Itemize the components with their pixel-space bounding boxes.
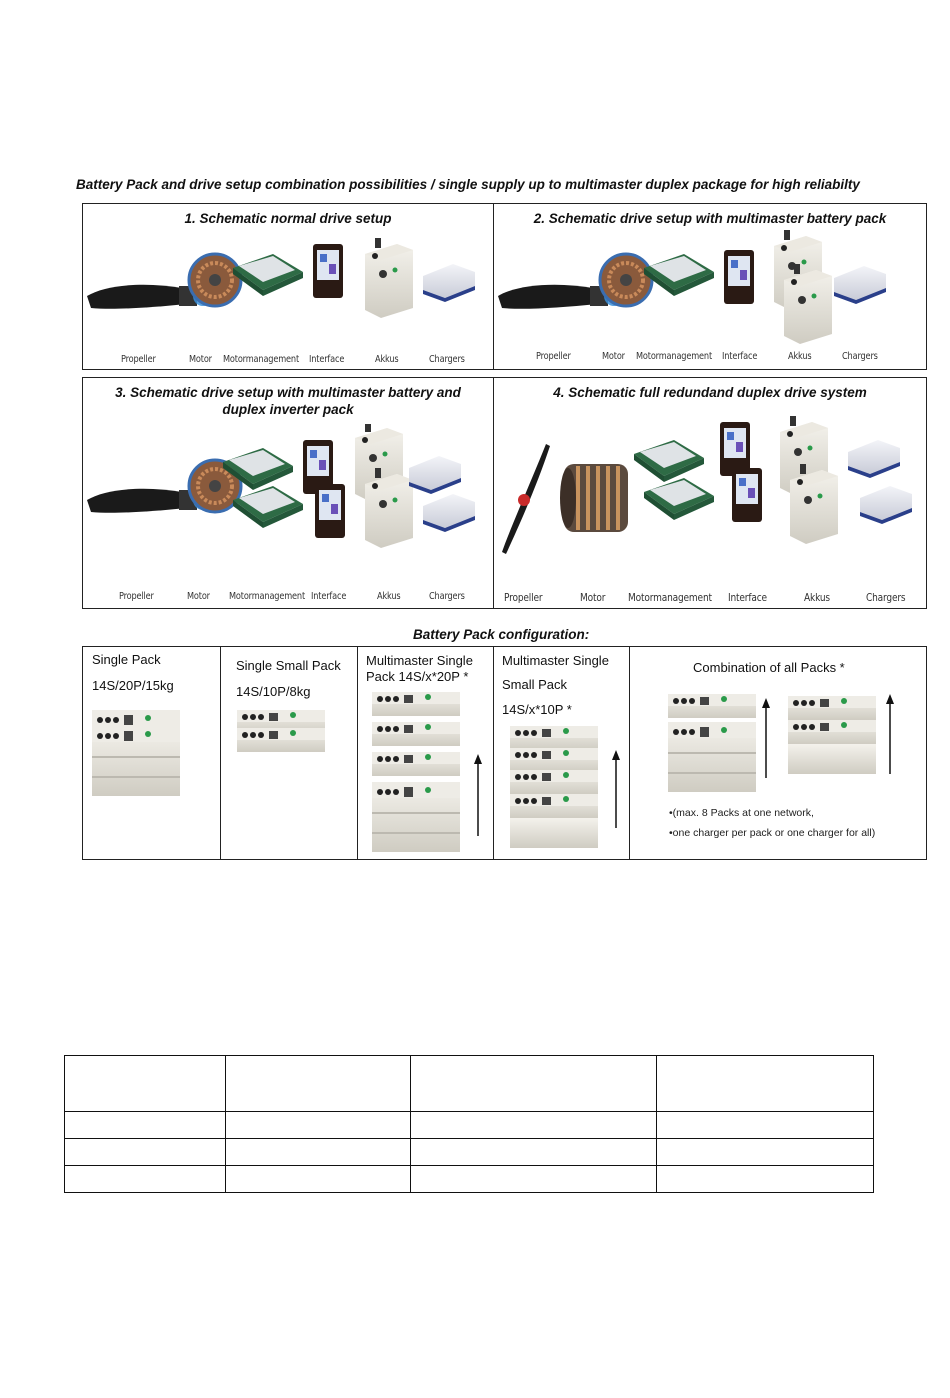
battery-combination-image	[666, 692, 906, 796]
table-row	[65, 1139, 874, 1166]
label-akkus: Akkus	[788, 351, 812, 362]
config-multimaster-small-pack	[494, 646, 630, 860]
label-chargers: Chargers	[429, 354, 465, 365]
config-line1: Multimaster Single	[366, 653, 473, 668]
label-interface: Interface	[309, 354, 345, 365]
label-motor: Motor	[187, 591, 210, 602]
label-propeller: Propeller	[119, 591, 154, 602]
label-propeller: Propeller	[536, 351, 571, 362]
table-row	[65, 1056, 874, 1112]
config-line2: 14S/10P/8kg	[236, 684, 311, 699]
config-heading: Battery Pack configuration:	[413, 627, 590, 642]
config-line2: 14S/20P/15kg	[92, 678, 174, 693]
label-motormanagement: Motormanagement	[636, 351, 713, 362]
panel-duplex-inverter	[82, 377, 494, 609]
config-note1: •(max. 8 Packs at one network,	[669, 807, 814, 819]
config-line1: Single Small Pack	[236, 658, 341, 673]
main-heading: Battery Pack and drive setup combination possibilities / single supply up to multimaster duplex package for high reliabilty	[76, 177, 860, 192]
panel-normal-drive	[82, 203, 494, 370]
drive-illustration	[83, 424, 494, 584]
config-note2: •one charger per pack or one charger for all)	[669, 827, 876, 839]
panel-multimaster-battery	[493, 203, 927, 370]
config-multimaster-single-pack	[358, 646, 494, 860]
panel-title-line1: 3. Schematic drive setup with multimaster battery and	[115, 385, 461, 400]
config-combination	[630, 646, 927, 860]
battery-stack-image	[508, 724, 630, 860]
label-interface: Interface	[722, 351, 758, 362]
panel-title: 2. Schematic drive setup with multimaster battery pack	[533, 211, 887, 226]
label-interface: Interface	[728, 591, 767, 604]
table-row	[65, 1166, 874, 1193]
label-motormanagement: Motormanagement	[229, 591, 306, 602]
config-line3: 14S/x*10P *	[502, 702, 572, 717]
label-chargers: Chargers	[429, 591, 465, 602]
label-interface: Interface	[311, 591, 347, 602]
label-motor: Motor	[602, 351, 625, 362]
label-chargers: Chargers	[842, 351, 878, 362]
config-line1: Multimaster Single	[502, 653, 609, 668]
label-akkus: Akkus	[375, 354, 399, 365]
drive-illustration	[494, 414, 927, 584]
label-akkus: Akkus	[377, 591, 401, 602]
config-line1: Combination of all Packs *	[693, 660, 845, 675]
battery-pack-image	[90, 708, 190, 800]
panel-title: 1. Schematic normal drive setup	[184, 211, 392, 226]
config-single-pack	[82, 646, 221, 860]
label-motor: Motor	[189, 354, 212, 365]
label-akkus: Akkus	[804, 591, 830, 604]
label-motormanagement: Motormanagement	[223, 354, 300, 365]
label-propeller: Propeller	[504, 591, 543, 604]
panel-full-redundant	[493, 377, 927, 609]
label-propeller: Propeller	[121, 354, 156, 365]
config-line2: Pack 14S/x*20P *	[366, 669, 469, 684]
label-chargers: Chargers	[866, 591, 906, 604]
label-motormanagement: Motormanagement	[628, 591, 712, 604]
panel-title: 4. Schematic full redundand duplex drive system	[553, 385, 867, 400]
empty-table	[64, 1055, 874, 1193]
table-row	[65, 1112, 874, 1139]
battery-pack-image	[235, 708, 335, 760]
drive-illustration	[83, 234, 494, 344]
config-line2: Small Pack	[502, 677, 568, 692]
battery-stack-image	[370, 690, 494, 860]
panel-title-line2: duplex inverter pack	[222, 402, 354, 417]
config-single-small-pack	[221, 646, 358, 860]
drive-illustration	[494, 230, 927, 346]
label-motor: Motor	[580, 591, 606, 604]
config-line1: Single Pack	[92, 652, 161, 667]
